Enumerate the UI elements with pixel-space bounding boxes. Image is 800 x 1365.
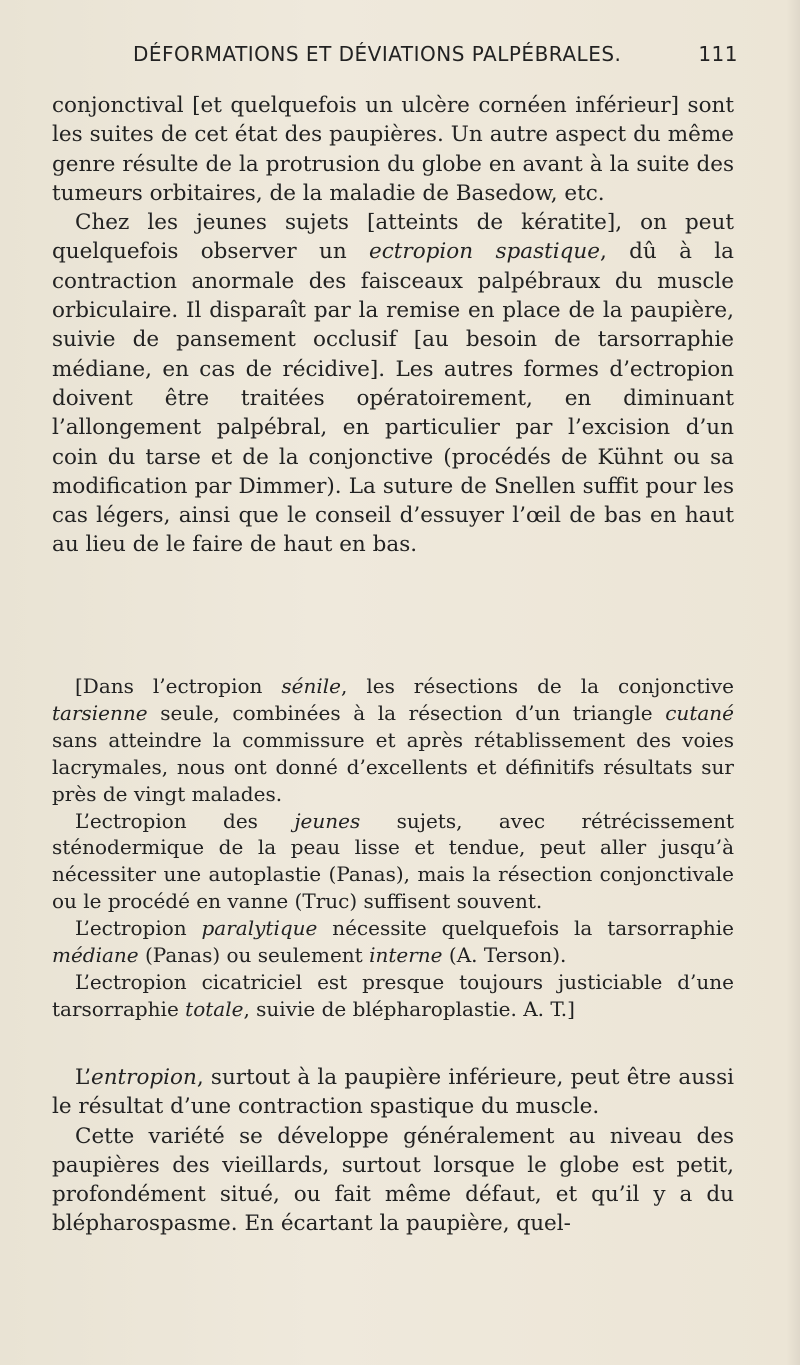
- page-edge-shadow: [786, 0, 800, 1365]
- running-title: DÉFORMATIONS ET DÉVIATIONS PALPÉBRALES.: [133, 42, 622, 66]
- paragraph-3: L’entropion, surtout à la paupière inférieure, peut être aussi le résultat d’une contraction spastique du muscle.: [52, 1065, 734, 1120]
- note-paragraph-1: [Dans l’ectropion sénile, les résections de la conjonctive tarsienne seule, combinées à la résection d’un triangle cutané sans atteindre la commissure et après rétablissement des voies lacrymales, nous ont donné d’excellents et définitifs résultats sur près de vingt malades.: [52, 674, 735, 806]
- note-paragraph-4: L’ectropion cicatriciel est presque toujours justiciable d’une tarsorraphie totale, suivie de blépharoplastie. A. T.]: [52, 969, 734, 1021]
- main-text-top: [52, 91, 734, 560]
- paragraph-4: Cette variété se développe généralement au niveau des paupières des vieillards, surtout lorsque le globe est petit, profondément situé, ou fait même défaut, et qu’il y a du blépharospasme. En écartant la paupière, quel-: [52, 1123, 734, 1237]
- main-text-bottom: [52, 1063, 734, 1239]
- page-number: 111: [698, 42, 738, 66]
- paragraph-2: Chez les jeunes sujets [atteints de kératite], on peut quelquefois observer un ectropion spastique, dû à la contraction anormale des faisceaux palpébraux du muscle orbiculaire. Il disparaît par la remise en place de la paupière, suivie de pansement occlusif [au besoin de tarsorraphie médiane, en cas de récidive]. Les autres formes d’ectropion doivent être traitées opératoirement, en diminuant l’allongement palpébral, en particulier par l’excision d’un coin du tarse et de la conjonctive (procédés de Kühnt ou sa modification par Dimmer). La suture de Snellen suffit pour les cas légers, ainsi que le conseil d’essuyer l’œil de bas en haut au lieu de le faire de haut en bas.: [52, 210, 734, 558]
- note-paragraph-2: L’ectropion des jeunes sujets, avec rétrécissement sténodermique de la peau lisse et tendue, peut aller jusqu’à nécessiter une autoplastie (Panas), mais la résection conjonctivale ou le procédé en vanne (Truc) suffisent souvent.: [52, 808, 735, 914]
- translator-note: [52, 673, 734, 1023]
- running-header: [133, 42, 738, 66]
- note-paragraph-3: L’ectropion paralytique nécessite quelquefois la tarsorraphie médiane (Panas) ou seulement interne (A. Terson).: [52, 916, 734, 968]
- paragraph-1: conjonctival [et quelquefois un ulcère cornéen inférieur] sont les suites de cet état des paupières. Un autre aspect du même genre résulte de la protrusion du globe en avant à la suite des tumeurs orbitaires, de la maladie de Basedow, etc.: [52, 93, 734, 206]
